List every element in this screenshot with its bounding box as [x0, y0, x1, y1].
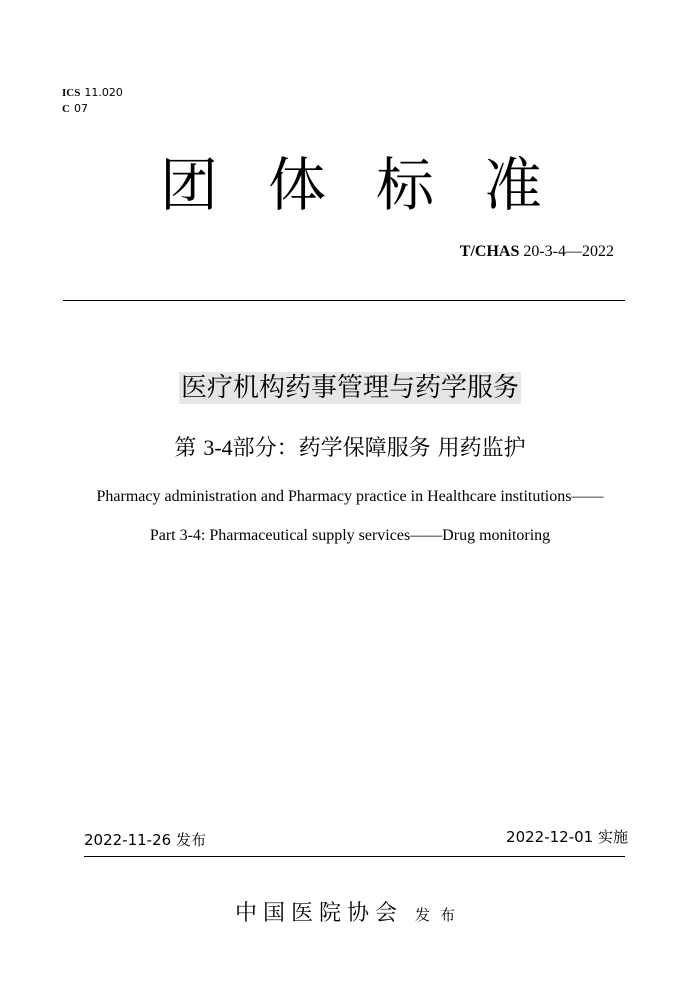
ics-code [62, 86, 123, 100]
title-english-line-2: Part 3-4: Pharmaceutical supply services——Drug monitoring [149, 527, 551, 544]
ics-label: ICS [62, 87, 81, 99]
standard-number-value: 20-3-4—2022 [523, 243, 614, 260]
ccs-value: 07 [73, 102, 88, 115]
title-english-line-1: Pharmacy administration and Pharmacy practice in Healthcare institutions—— [96, 488, 604, 505]
bottom-divider [84, 856, 625, 857]
issue-date: 2022-11-26 发布 [84, 831, 206, 849]
implementation-date: 2022-12-01 实施 [506, 828, 628, 846]
publisher-action: 发布 [415, 906, 466, 924]
title-chinese [0, 368, 700, 408]
subtitle-prefix: 第 [174, 436, 197, 461]
subtitle-part-number: 3-4 [203, 435, 233, 460]
ics-value: 11.020 [84, 86, 123, 99]
standard-number [460, 242, 614, 262]
subtitle-rest: 部分：药学保障服务 用药监护 [232, 436, 526, 461]
subtitle-chinese [0, 432, 700, 465]
top-divider [63, 300, 625, 301]
publisher-name: 中国医院协会 [234, 901, 403, 926]
title-chinese-text: 医疗机构药事管理与药学服务 [180, 373, 519, 403]
publisher [0, 898, 700, 931]
ccs-label: C [62, 103, 70, 115]
ccs-code [62, 102, 88, 116]
standard-type-title: 团体标准 [160, 151, 593, 219]
standard-number-prefix: T/CHAS [459, 243, 520, 260]
